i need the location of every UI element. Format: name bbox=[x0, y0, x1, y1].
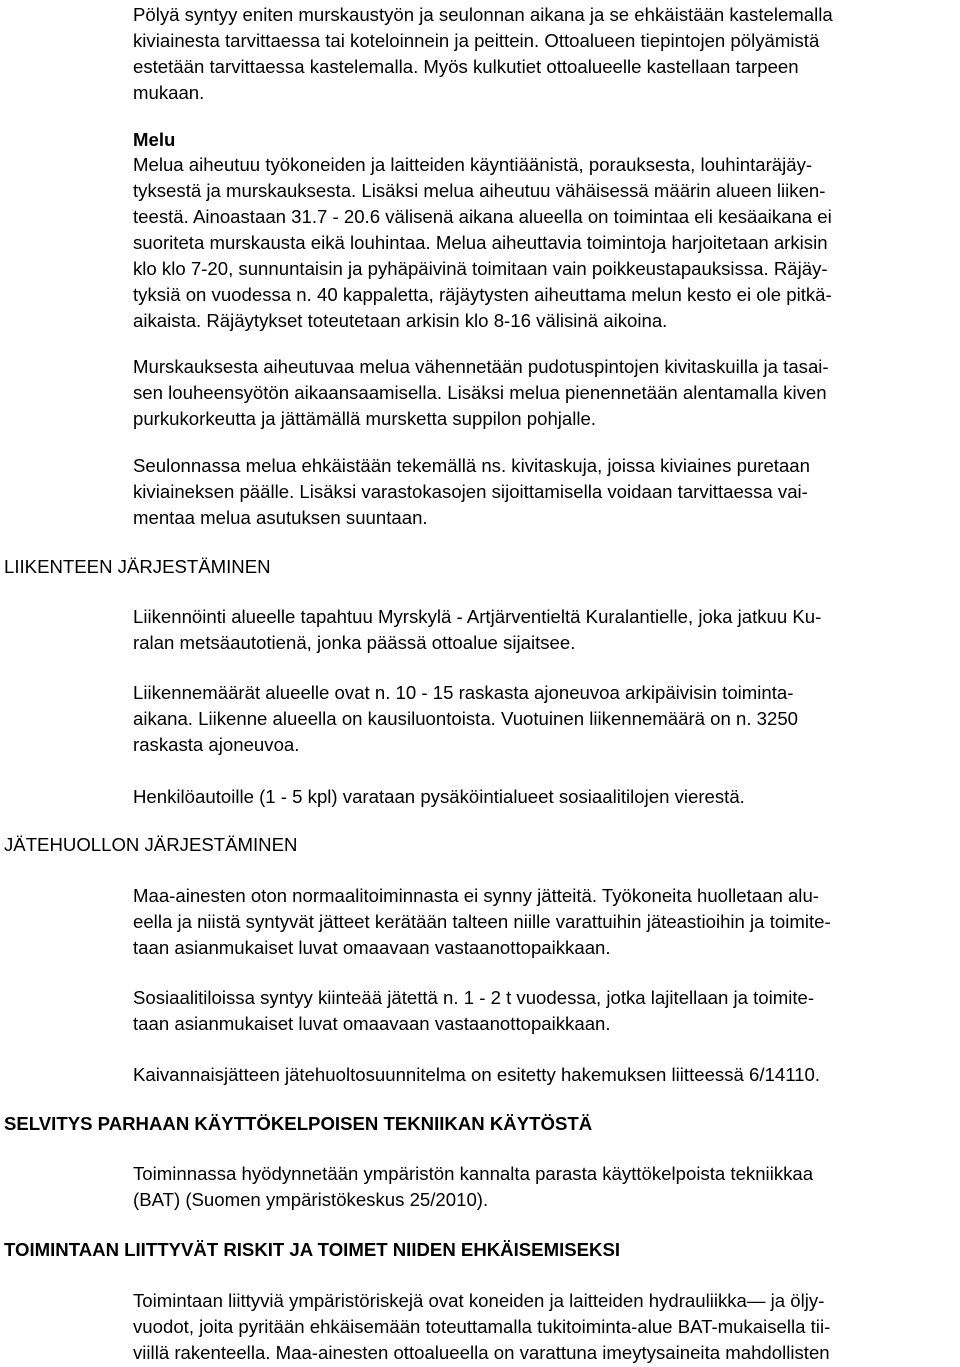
text-line: (BAT) (Suomen ympäristökeskus 25/2010). bbox=[133, 1189, 489, 1210]
traffic-paragraph-1 bbox=[133, 604, 955, 656]
text-line: tyksiä on vuodessa n. 40 kappaletta, räjäytysten aiheuttama melun kesto ei ole pitkä- bbox=[133, 284, 832, 305]
waste-paragraph-3 bbox=[133, 1062, 955, 1088]
text-line: sen louheensyötön aikaansaamisella. Lisäksi melua pienennetään alentamalla kiven bbox=[133, 382, 827, 403]
text-line: Kaivannaisjätteen jätehuoltosuunnitelma on esitetty hakemuksen liitteessä 6/14110. bbox=[133, 1064, 821, 1085]
text-line: purkukorkeutta ja jättämällä mursketta suppilon pohjalle. bbox=[133, 408, 597, 429]
text-line: Murskauksesta aiheutuvaa melua vähennetään pudotuspintojen kivitaskuilla ja tasai- bbox=[133, 356, 829, 377]
text-line: raskasta ajoneuvoa. bbox=[133, 734, 300, 755]
text-line: vuodot, joita pyritään ehkäisemään toteuttamalla tukitoiminta-alue BAT-mukaisella tii- bbox=[133, 1316, 831, 1337]
text-line: viillä rakenteella. Maa-ainesten ottoalueella on varattuna imeytysaineita mahdollisten bbox=[133, 1342, 830, 1363]
text-line: klo klo 7-20, sunnuntaisin ja pyhäpäivinä toimitaan vain poikkeustapauksissa. Räjäy- bbox=[133, 258, 828, 279]
text-line: aikaista. Räjäytykset toteutetaan arkisin klo 8-16 välisinä aikoina. bbox=[133, 310, 668, 331]
text-line: teestä. Ainoastaan 31.7 - 20.6 välisenä aikana alueella on toimintaa eli kesäaikana ei bbox=[133, 206, 832, 227]
text-line: Sosiaalitiloissa syntyy kiinteää jätettä n. 1 - 2 t vuodessa, jotka lajitellaan ja toimite- bbox=[133, 987, 815, 1008]
text-line: kiviainesta tarvittaessa tai koteloinnein ja peittein. Ottoalueen tiepintojen pölyämistä bbox=[133, 30, 820, 51]
noise-heading-text: Melu bbox=[133, 129, 176, 150]
bat-paragraph-1 bbox=[133, 1161, 955, 1213]
noise-paragraph-3 bbox=[133, 453, 955, 531]
text-line: Toimintaan liittyviä ympäristöriskejä ovat koneiden ja laitteiden hydrauliikka— ja öljy- bbox=[133, 1290, 825, 1311]
text-line: taan asianmukaiset luvat omaavaan vastaanottopaikkaan. bbox=[133, 1013, 611, 1034]
text-line: suoriteta murskausta eikä louhintaa. Melua aiheuttavia toimintoja harjoitetaan arkisin bbox=[133, 232, 828, 253]
waste-section-heading: JÄTEHUOLLON JÄRJESTÄMINEN bbox=[4, 834, 298, 855]
noise-paragraph-1 bbox=[133, 152, 955, 334]
text-line: eella ja niistä syntyvät jätteet kerätään talteen niille varattuihin jäteastioihin ja toimite- bbox=[133, 911, 831, 932]
text-line: Pölyä syntyy eniten murskaustyön ja seulonnan aikana ja se ehkäistään kastelemalla bbox=[133, 4, 833, 25]
traffic-section-heading: LIIKENTEEN JÄRJESTÄMINEN bbox=[4, 556, 271, 577]
text-line: Melua aiheutuu työkoneiden ja laitteiden käyntiäänistä, porauksesta, louhintaräjäy- bbox=[133, 154, 813, 175]
text-line: tyksestä ja murskauksesta. Lisäksi melua aiheutuu vähäisessä määrin alueen liiken- bbox=[133, 180, 826, 201]
noise-heading bbox=[133, 127, 955, 153]
traffic-paragraph-2 bbox=[133, 680, 955, 758]
text-line: aikana. Liikenne alueella on kausiluontoista. Vuotuinen liikennemäärä on n. 3250 bbox=[133, 708, 799, 729]
text-line: mentaa melua asutuksen suuntaan. bbox=[133, 507, 428, 528]
text-line: Liikennemäärät alueelle ovat n. 10 - 15 raskasta ajoneuvoa arkipäivisin toiminta- bbox=[133, 682, 794, 703]
waste-paragraph-2 bbox=[133, 985, 955, 1037]
dust-paragraph bbox=[133, 2, 955, 106]
text-line: ralan metsäautotienä, jonka päässä ottoalue sijaitsee. bbox=[133, 632, 576, 653]
text-line: Liikennöinti alueelle tapahtuu Myrskylä - Artjärventieltä Kuralantielle, joka jatkuu Ku- bbox=[133, 606, 822, 627]
traffic-paragraph-3 bbox=[133, 784, 955, 810]
text-line: Henkilöautoille (1 - 5 kpl) varataan pysäköintialueet sosiaalitilojen vierestä. bbox=[133, 786, 745, 807]
text-line: taan asianmukaiset luvat omaavaan vastaanottopaikkaan. bbox=[133, 937, 611, 958]
bat-section-heading: SELVITYS PARHAAN KÄYTTÖKELPOISEN TEKNIIKAN KÄYTÖSTÄ bbox=[4, 1113, 593, 1134]
text-line: Maa-ainesten oton normaalitoiminnasta ei synny jätteitä. Työkoneita huolletaan alu- bbox=[133, 885, 819, 906]
noise-paragraph-2 bbox=[133, 354, 955, 432]
waste-paragraph-1 bbox=[133, 883, 955, 961]
text-line: estetään tarvittaessa kastelemalla. Myös kulkutiet ottoalueelle kastellaan tarpeen bbox=[133, 56, 799, 77]
risks-paragraph-1 bbox=[133, 1288, 955, 1366]
text-line: mukaan. bbox=[133, 82, 205, 103]
risks-section-heading: TOIMINTAAN LIITTYVÄT RISKIT JA TOIMET NIIDEN EHKÄISEMISEKSI bbox=[4, 1239, 621, 1260]
text-line: Toiminnassa hyödynnetään ympäristön kannalta parasta käyttökelpoista tekniikkaa bbox=[133, 1163, 814, 1184]
text-line: kiviaineksen päälle. Lisäksi varastokasojen sijoittamisella voidaan tarvittaessa vai- bbox=[133, 481, 808, 502]
text-line: Seulonnassa melua ehkäistään tekemällä ns. kivitaskuja, joissa kiviaines puretaan bbox=[133, 455, 810, 476]
